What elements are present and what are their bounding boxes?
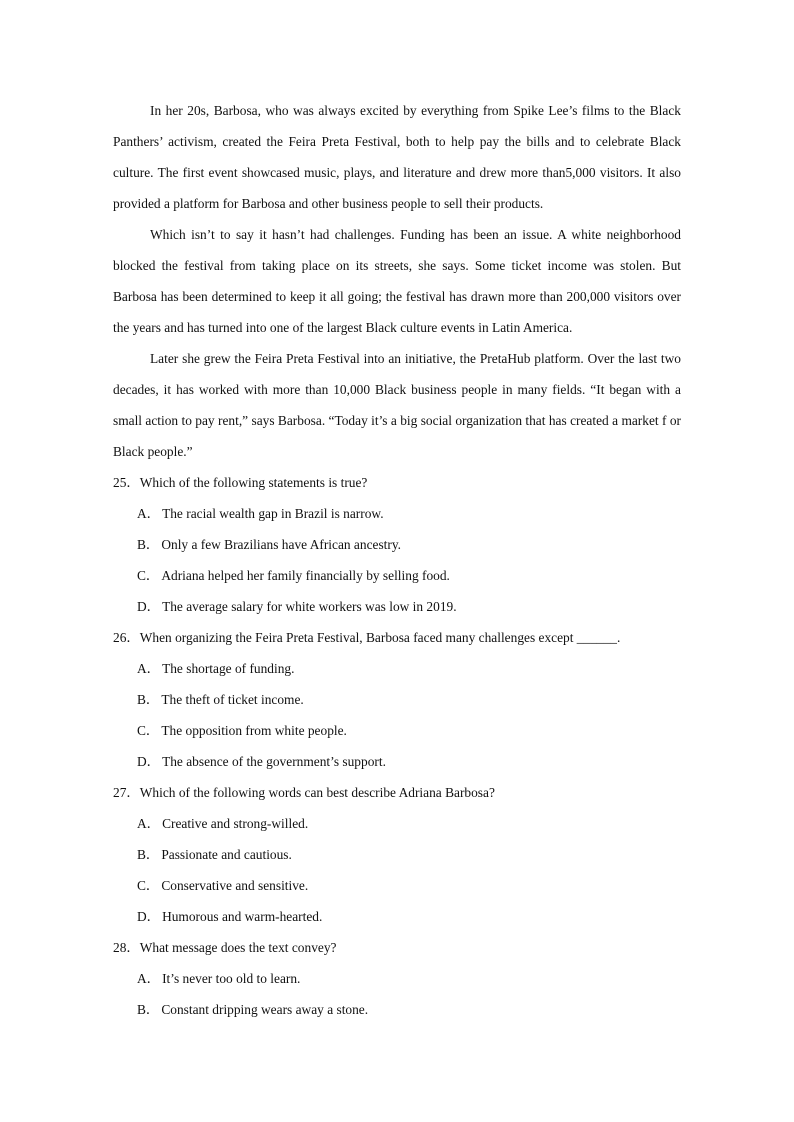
- option-text: Constant dripping wears away a stone.: [161, 1002, 369, 1017]
- question-stem: Which of the following statements is true?: [139, 475, 368, 490]
- option-letter: B．: [137, 847, 160, 862]
- option-letter: D．: [137, 754, 161, 769]
- question-28-option-a: [113, 963, 681, 994]
- option-letter: B．: [137, 692, 160, 707]
- option-text: The racial wealth gap in Brazil is narrow.: [162, 506, 384, 521]
- question-26-option-c: [113, 715, 681, 746]
- question-27-option-a: [113, 808, 681, 839]
- option-letter: C．: [137, 878, 160, 893]
- question-stem: Which of the following words can best describe Adriana Barbosa?: [139, 785, 495, 800]
- option-letter: B．: [137, 537, 160, 552]
- option-letter: A．: [137, 816, 161, 831]
- question-stem: When organizing the Feira Preta Festival, Barbosa faced many challenges except ______.: [139, 630, 621, 645]
- option-letter: A．: [137, 506, 161, 521]
- question-25: [113, 467, 681, 498]
- option-letter: D．: [137, 599, 161, 614]
- option-letter: C．: [137, 723, 160, 738]
- option-text: Adriana helped her family financially by selling food.: [161, 568, 450, 583]
- question-number: 26．: [113, 630, 140, 645]
- option-text: The theft of ticket income.: [161, 692, 304, 707]
- option-text: The opposition from white people.: [161, 723, 347, 738]
- question-26: [113, 622, 681, 653]
- question-25-option-a: [113, 498, 681, 529]
- question-number: 25．: [113, 475, 140, 490]
- question-27-option-b: [113, 839, 681, 870]
- question-26-option-d: [113, 746, 681, 777]
- option-text: Only a few Brazilians have African ancestry.: [161, 537, 402, 552]
- option-letter: A．: [137, 971, 161, 986]
- option-text: Conservative and sensitive.: [161, 878, 309, 893]
- question-28-option-b: [113, 994, 681, 1025]
- question-25-option-c: [113, 560, 681, 591]
- passage-paragraph-3: Later she grew the Feira Preta Festival into an initiative, the PretaHub platform. Over the last two decades, it has worked with more than 10,000 Black business people in many fields. “It began with a small action to pay rent,” says Barbosa. “Today it’s a big social organization that has created a market f or Black people.”: [113, 351, 681, 459]
- question-number: 28．: [113, 940, 140, 955]
- option-letter: C．: [137, 568, 160, 583]
- question-number: 27．: [113, 785, 140, 800]
- passage-paragraph-1: In her 20s, Barbosa, who was always excited by everything from Spike Lee’s films to the Black Panthers’ activism, created the Feira Preta Festival, both to help pay the bills and to celebrate Black culture. The first event showcased music, plays, and literature and drew more than5,000 visitors. It also provided a platform for Barbosa and other business people to sell their products.: [113, 103, 681, 211]
- option-letter: D．: [137, 909, 161, 924]
- question-27-option-c: [113, 870, 681, 901]
- option-text: Humorous and warm-hearted.: [162, 909, 323, 924]
- question-25-option-b: [113, 529, 681, 560]
- option-text: Passionate and cautious.: [161, 847, 292, 862]
- option-text: The shortage of funding.: [162, 661, 295, 676]
- question-26-option-a: [113, 653, 681, 684]
- question-28: [113, 932, 681, 963]
- question-25-option-d: [113, 591, 681, 622]
- option-text: Creative and strong-willed.: [162, 816, 309, 831]
- option-letter: B．: [137, 1002, 160, 1017]
- document-page: [113, 95, 681, 1025]
- question-26-option-b: [113, 684, 681, 715]
- option-text: It’s never too old to learn.: [162, 971, 301, 986]
- option-text: The average salary for white workers was low in 2019.: [162, 599, 457, 614]
- question-27: [113, 777, 681, 808]
- option-letter: A．: [137, 661, 161, 676]
- passage-paragraph-2: Which isn’t to say it hasn’t had challenges. Funding has been an issue. A white neighborhood blocked the festival from taking place on its streets, she says. Some ticket income was stolen. But Barbosa has been determined to keep it all going; the festival has drawn more than 200,000 visitors over the years and has turned into one of the largest Black culture events in Latin America.: [113, 227, 681, 335]
- question-27-option-d: [113, 901, 681, 932]
- option-text: The absence of the government’s support.: [162, 754, 386, 769]
- question-stem: What message does the text convey?: [139, 940, 337, 955]
